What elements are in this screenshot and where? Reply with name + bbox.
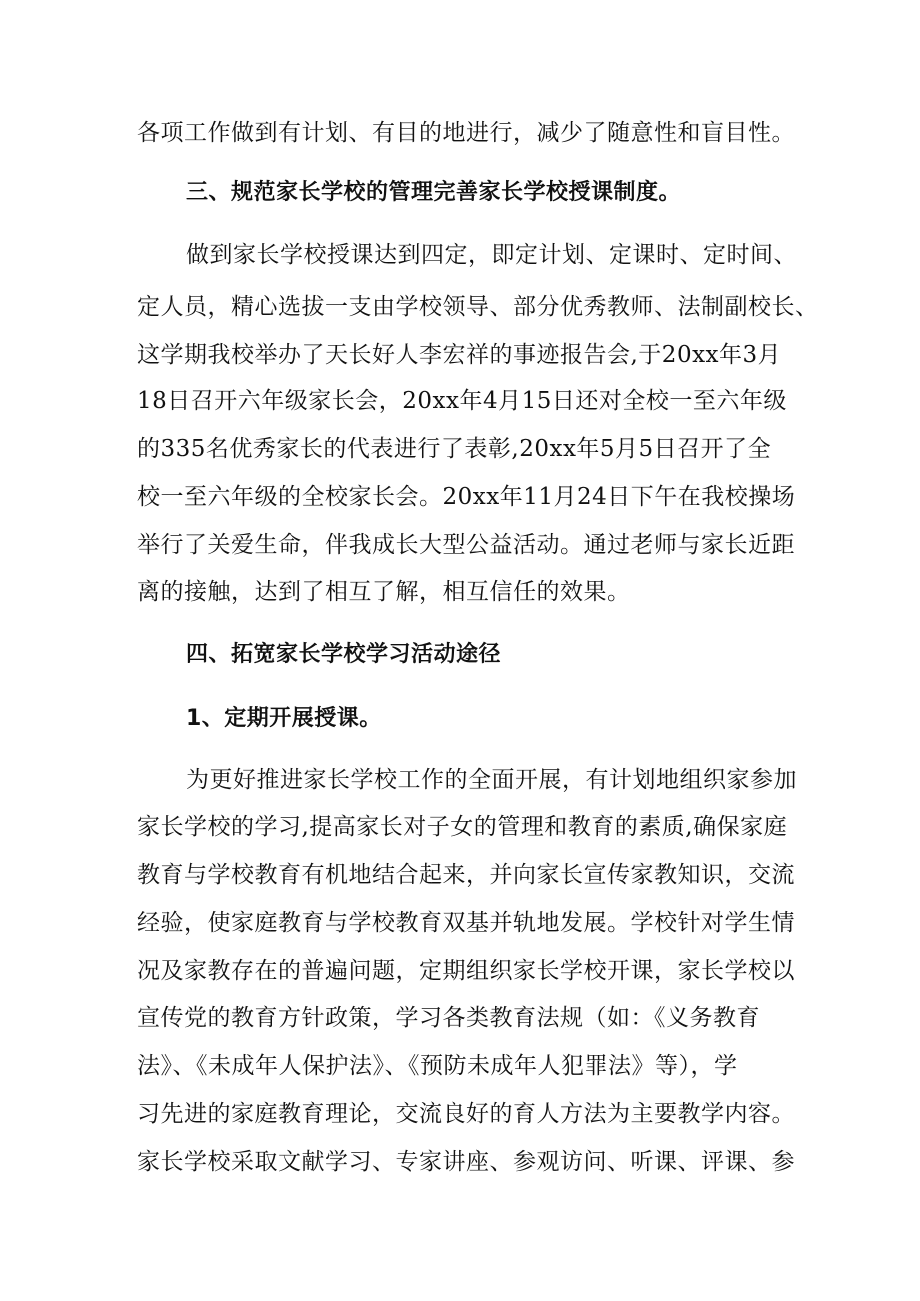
section-3-line-2: 定人员，精心选拔一支由学校领导、部分优秀教师、法制副校长、 [137, 294, 819, 320]
section-3-line-5: 的335名优秀家长的代表进行了表彰,20xx年5月5日召开了全 [137, 436, 772, 462]
section-4-line-6: 宣传党的教育方针政策，学习各类教育法规（如：《义务教育 [137, 1005, 760, 1031]
section-4-line-9: 家长学校采取文献学习、专家讲座、参观访问、听课、评课、参 [137, 1149, 795, 1175]
section-4-heading: 四、拓宽家长学校学习活动途径 [186, 642, 502, 667]
section-4-line-3: 教育与学校教育有机地结合起来，并向家长宣传家教知识，交流 [137, 862, 795, 888]
section-4-line-4: 经验，使家庭教育与学校教育双基并轨地发展。学校针对学生情 [137, 910, 795, 936]
section-3-line-6: 校一至六年级的全校家长会。20xx年11月24日下午在我校操场 [137, 484, 796, 510]
section-4-line-2: 家长学校的学习,提高家长对子女的管理和教育的素质,确保家庭 [137, 814, 788, 840]
subsection-1-heading: 1、定期开展授课。 [186, 706, 382, 731]
section-3-line-7: 举行了关爱生命，伴我成长大型公益活动。通过老师与家长近距 [137, 532, 795, 558]
section-3-heading: 三、规范家长学校的管理完善家长学校授课制度。 [186, 180, 682, 205]
section-4-line-8: 习先进的家庭教育理论，交流良好的育人方法为主要教学内容。 [137, 1101, 795, 1127]
section-3-line-1: 做到家长学校授课达到四定，即定计划、定课时、定时间、 [186, 242, 797, 268]
section-3-line-8: 离的接触，达到了相互了解，相互信任的效果。 [137, 579, 631, 605]
intro-line-1: 各项工作做到有计划、有目的地进行，减少了随意性和盲目性。 [137, 120, 795, 146]
section-4-line-7: 法》、《未成年人保护法》、《预防未成年人犯罪法》等），学 [137, 1053, 738, 1079]
section-4-line-5: 况及家教存在的普遍问题，定期组织家长学校开课，家长学校以 [137, 958, 795, 984]
section-4-line-1: 为更好推进家长学校工作的全面开展，有计划地组织家参加 [186, 767, 797, 793]
section-3-line-4: 18日召开六年级家长会，20xx年4月15日还对全校一至六年级 [137, 388, 787, 414]
section-3-line-3: 这学期我校举办了天长好人李宏祥的事迹报告会,于20xx年3月 [137, 342, 782, 368]
